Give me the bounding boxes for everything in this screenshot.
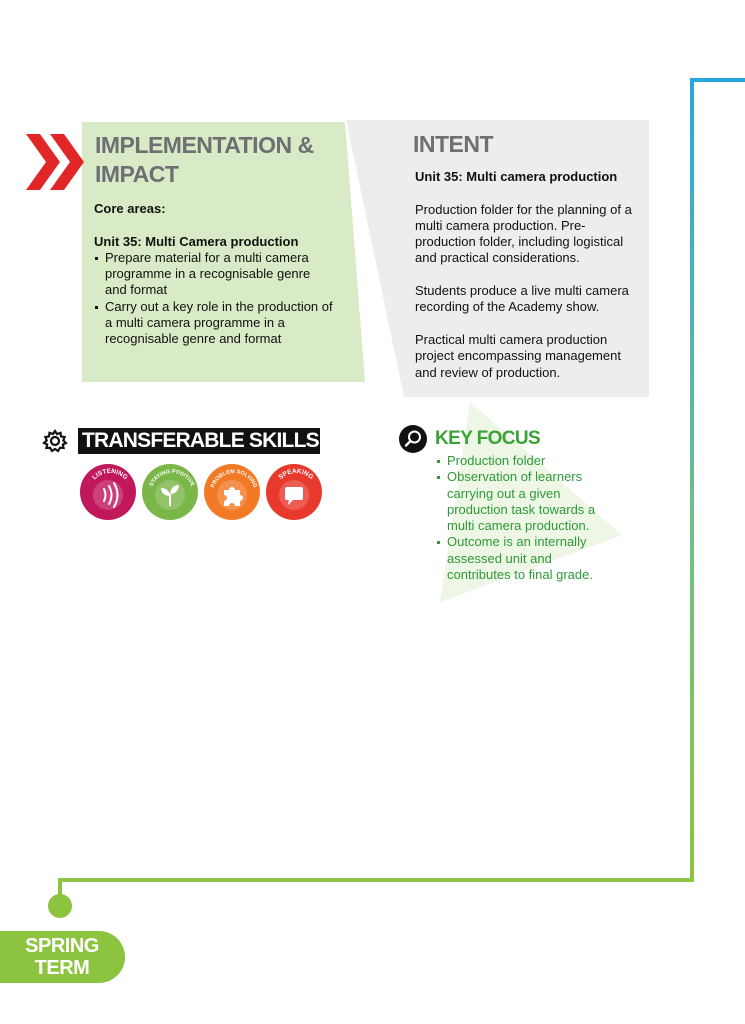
skill-badge-listening [80,464,136,520]
intent-title: INTENT [413,131,494,157]
transferable-skills-title: TRANSFERABLE SKILLS: [78,428,320,454]
key-focus-bullet: Outcome is an internally assessed unit and contributes to final grade. [436,534,616,583]
skill-badge-staying-positive [142,464,198,520]
intent-paragraph: Students produce a live multi camera recording of the Academy show. [415,283,629,315]
implementation-title-line1: IMPLEMENTATION & [95,132,314,158]
key-focus-title: KEY FOCUS [435,428,541,449]
implementation-bullet: Carry out a key role in the production of a multi camera programme in a recognisable genre and format [94,299,334,348]
skill-label-staying-positive: STAYING POSITIVE [148,468,196,488]
skill-badges [78,462,326,522]
implementation-title [95,131,335,189]
implementation-body [94,201,334,348]
chevron-icon [26,134,84,190]
skill-label-problem-solving: PROBLEM SOLVING [210,468,258,489]
gear-icon [42,428,68,454]
skill-label-speaking: SPEAKING [277,467,315,482]
implementation-unit-heading: Unit 35: Multi Camera production [94,233,299,249]
implementation-bullet-list [94,250,334,348]
intent-paragraph: Practical multi camera production project encompassing management and review of production. [415,331,621,380]
term-tab [0,931,125,983]
implementation-bullet: Prepare material for a multi camera programme in a recognisable genre and format [94,250,334,299]
skill-label-listening: LISTENING [91,467,129,482]
intent-paragraph: Production folder for the planning of a multi camera production. Pre-production folder, including logistical and practical considerations. [415,201,632,266]
term-label [12,935,112,979]
term-label-line1: SPRING [25,935,99,957]
magnifier-icon [399,425,427,453]
key-focus-bullet: Observation of learners carrying out a given production task towards a multi camera production. [436,469,616,534]
key-focus-body [436,453,616,583]
intent-unit-heading: Unit 35: Multi camera production [415,169,618,184]
key-focus-bullet-list [436,453,616,583]
term-label-line2: TERM [34,957,90,979]
core-areas-label: Core areas: [94,201,166,216]
key-focus-bullet: Production folder [436,453,616,469]
intent-body [415,169,643,397]
implementation-title-line2: IMPACT [95,161,179,187]
skill-badge-problem-solving [204,464,260,520]
skill-badge-speaking [266,464,322,520]
